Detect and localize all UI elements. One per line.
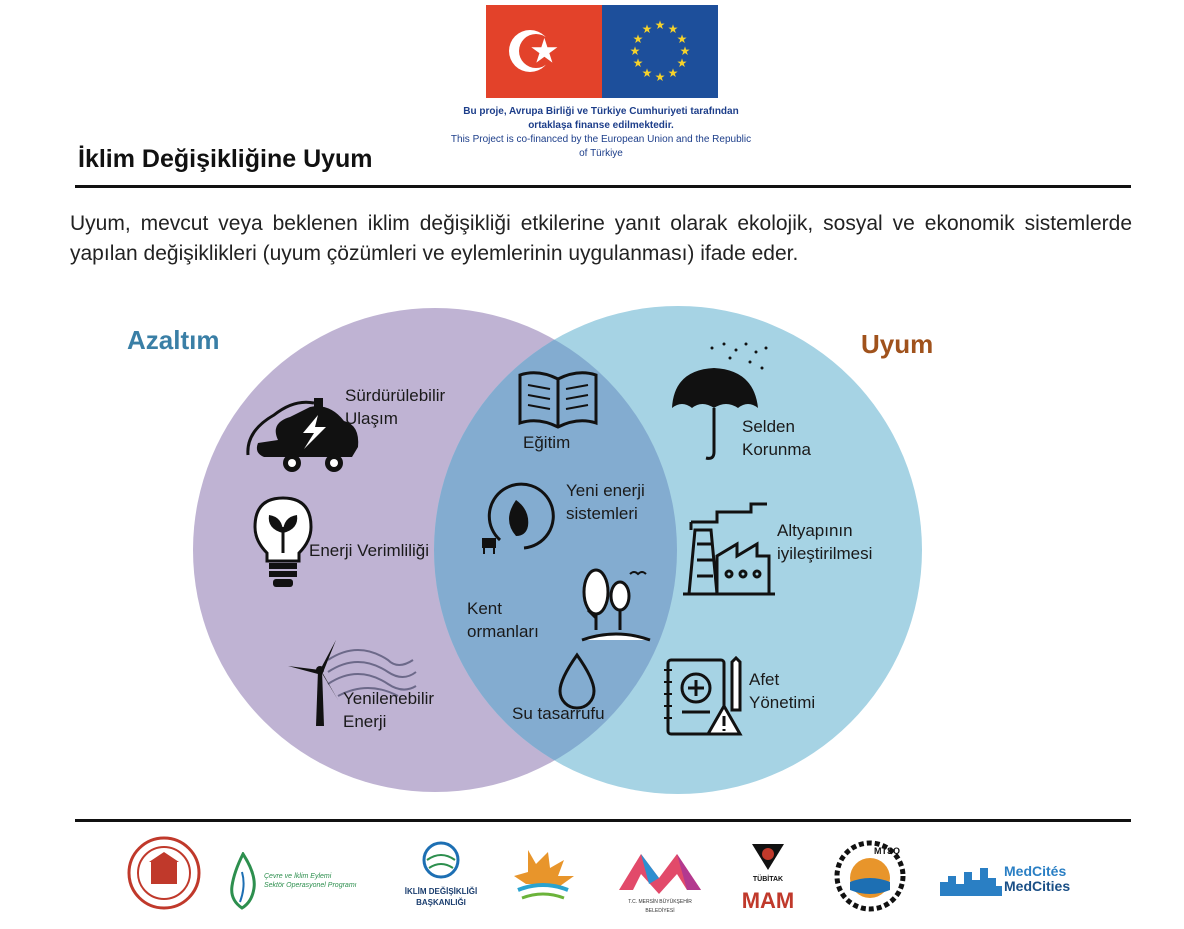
intro-paragraph: Uyum, mevcut veya beklenen iklim değişikliği etkilerine yanıt olarak ekolojik, sosyal ve ekonomik sistemlerde yapılan değişiklikleri (uyum çözümleri ve eylemlerinin uygulanması) ifade eder. [70, 212, 1132, 265]
tubitak-logo-text: TÜBİTAK [752, 876, 784, 883]
uyum-heading: Uyum [861, 329, 934, 359]
svg-text:★: ★ [679, 44, 691, 58]
leaf-cityscape-logo [508, 846, 578, 908]
medcites-logo-text: MedCités [1004, 863, 1067, 879]
svg-text:★: ★ [641, 66, 653, 80]
mersin-buyuksehir-logo [615, 848, 705, 914]
iklim-degisikligi-baskanligi-logo [398, 840, 484, 912]
page-title: İklim Değişikliğine Uyum [78, 145, 373, 173]
ministry-seal-logo [127, 836, 201, 910]
mtso-logo [834, 840, 906, 912]
cevre-logo-text: Çevre ve İklim Eylemi Sektör Operasyonel Programı [264, 873, 357, 889]
svg-text:★: ★ [632, 32, 644, 46]
svg-text:★: ★ [632, 56, 644, 70]
svg-text:★: ★ [629, 44, 641, 58]
cofinance-text-en: This Project is co-financed by the European Union and the Republic of Türkiye [450, 134, 752, 159]
svg-text:★: ★ [676, 32, 688, 46]
item-label-yeni-enerji-sistemleri: Yeni enerji sistemleri [566, 481, 645, 523]
iklim-logo-line2: BAŞKANLIĞI [416, 898, 466, 907]
svg-text:★: ★ [667, 22, 679, 36]
tubitak-emblem-icon [748, 840, 788, 874]
svg-text:★: ★ [667, 66, 679, 80]
item-label-su-tasarrufu: Su tasarrufu [512, 704, 605, 723]
item-label-kent-ormanlari: Kent ormanları [467, 599, 539, 641]
item-label-enerji-verimliligi: Enerji Verimliliği [309, 541, 429, 560]
globe-icon [421, 840, 461, 880]
divider [75, 819, 1131, 822]
iklim-logo-line1: İKLİM DEĞİŞİKLİĞİ [404, 887, 478, 896]
item-label-selden-korunma: Selden Korunma [742, 417, 811, 459]
mam-logo-text: MAM [741, 888, 795, 913]
item-label-afet-yonetimi: Afet Yönetimi [749, 670, 816, 712]
city-skyline-icon [940, 866, 1002, 896]
svg-text:★: ★ [641, 22, 653, 36]
cevre-iklim-eylemi-logo [228, 852, 378, 910]
svg-text:★: ★ [654, 70, 666, 84]
item-label-surdurulebilir-ulasim: Sürdürülebilir Ulaşım [345, 386, 446, 428]
tubitak-mam-logo [738, 840, 798, 916]
medcities-logo-text: MedCities [1004, 878, 1071, 894]
mersin-logo-text: T.C. MERSİN BÜYÜKŞEHİR BELEDİYESİ [628, 899, 692, 914]
item-label-yenilenebilir-enerji: Yenilenebilir Enerji [343, 689, 435, 731]
svg-text:★: ★ [676, 56, 688, 70]
medcities-logo [940, 862, 1080, 898]
item-label-altyapinin-iyilestirilmesi: Altyapının iyileştirilmesi [777, 521, 873, 563]
mtso-logo-text: MTSO [874, 846, 900, 856]
drop-leaf-icon [228, 852, 258, 910]
azaltim-heading: Azaltım [127, 325, 220, 355]
item-label-egitim: Eğitim [523, 433, 571, 452]
svg-text:★: ★ [654, 18, 666, 32]
cofinance-text-tr: Bu proje, Avrupa Birliği ve Türkiye Cumhuriyeti tarafından ortaklaşa finanse edilmektedir. [463, 106, 739, 131]
